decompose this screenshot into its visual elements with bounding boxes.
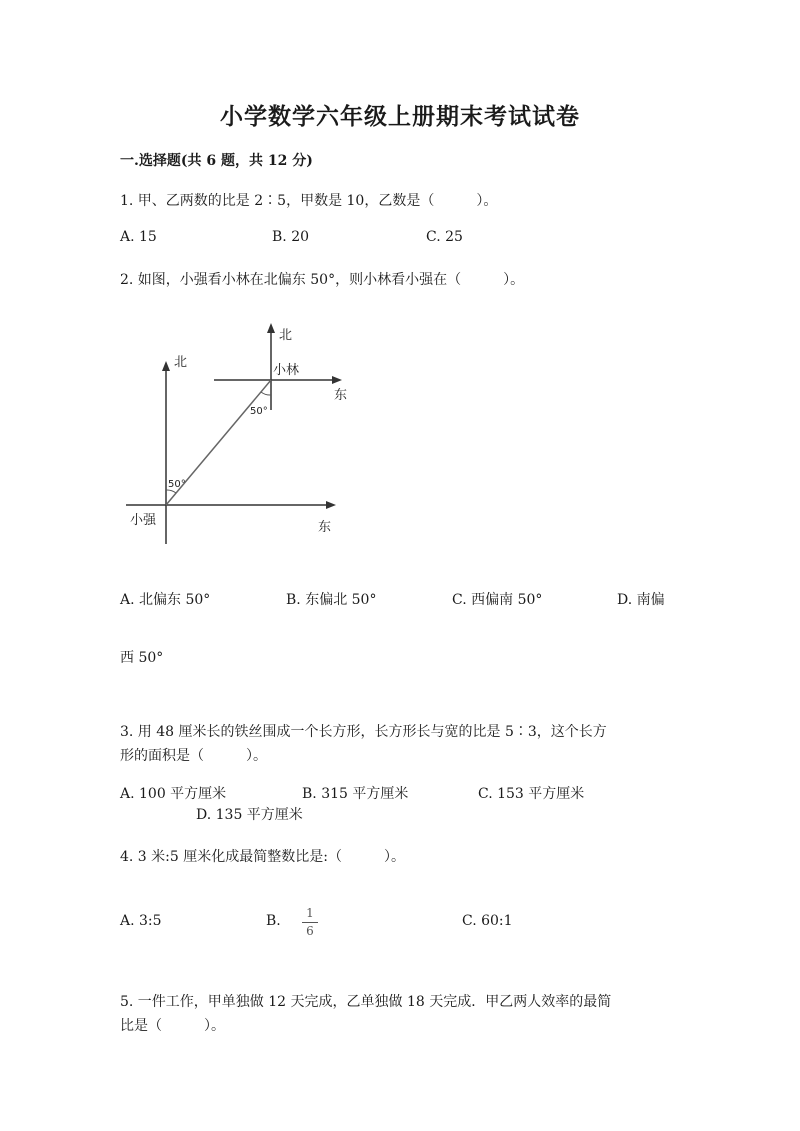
arrow-north-1: [162, 361, 170, 371]
person-label-xiaoqiang: 小强: [130, 513, 157, 528]
angle-arc-1: [166, 490, 176, 493]
angle-label-1: 50°: [168, 479, 186, 490]
question-5-text-line-1: 5. 一件工作，甲单独做 12 天完成，乙单独做 18 天完成．甲乙两人效率的最简: [120, 994, 612, 1010]
question-4-option-c: C. 60:1: [462, 913, 513, 929]
question-1-option-c: C. 25: [426, 229, 463, 245]
arrow-north-2: [267, 323, 275, 333]
angle-arc-2: [261, 392, 271, 395]
fraction-denominator: 6: [306, 924, 314, 938]
question-3-text-line-2: 形的面积是（ ）。: [120, 748, 267, 764]
fraction-bar: [302, 922, 318, 923]
question-4-option-b-label: B.: [266, 913, 281, 929]
question-1-option-a: A. 15: [120, 229, 157, 245]
question-3-text-line-1: 3. 用 48 厘米长的铁丝围成一个长方形，长方形长与宽的比是 5∶3，这个长方: [120, 724, 607, 740]
question-1-option-b: B. 20: [272, 229, 310, 245]
section-heading: 一.选择题(共 6 题，共 12 分): [120, 153, 313, 169]
north-label-1: 北: [174, 355, 188, 370]
east-label-2: 东: [334, 388, 348, 403]
page-title: 小学数学六年级上册期末考试试卷: [220, 103, 580, 130]
question-3-option-c: C. 153 平方厘米: [478, 786, 585, 802]
arrow-east-2: [332, 376, 342, 384]
question-2-option-a: A. 北偏东 50°: [120, 592, 211, 608]
east-label-1: 东: [318, 520, 332, 535]
fraction-numerator: 1: [306, 906, 314, 920]
question-5-text-line-2: 比是（ ）。: [120, 1018, 225, 1034]
question-2-text: 2. 如图，小强看小林在北偏东 50°，则小林看小强在（ ）。: [120, 272, 525, 288]
question-3-option-a: A. 100 平方厘米: [120, 786, 227, 802]
angle-label-2: 50°: [250, 406, 268, 417]
person-label-xiaolin: 小林: [273, 363, 300, 378]
question-2-option-d-wrap: 西 50°: [120, 650, 164, 666]
north-label-2: 北: [279, 328, 293, 343]
arrow-east-1: [326, 501, 336, 509]
question-3-option-d: D. 135 平方厘米: [196, 807, 303, 823]
question-2-option-c: C. 西偏南 50°: [452, 592, 543, 608]
question-1-text: 1. 甲、乙两数的比是 2∶5，甲数是 10，乙数是（ ）。: [120, 193, 498, 209]
question-4-option-a: A. 3:5: [120, 913, 162, 929]
question-2-option-d: D. 南偏: [617, 592, 665, 608]
question-3-option-b: B. 315 平方厘米: [302, 786, 409, 802]
question-2-option-b: B. 东偏北 50°: [286, 592, 377, 608]
question-4-option-b-fraction: [302, 906, 318, 939]
question-4-text: 4. 3 米:5 厘米化成最简整数比是:（ ）。: [120, 849, 405, 865]
